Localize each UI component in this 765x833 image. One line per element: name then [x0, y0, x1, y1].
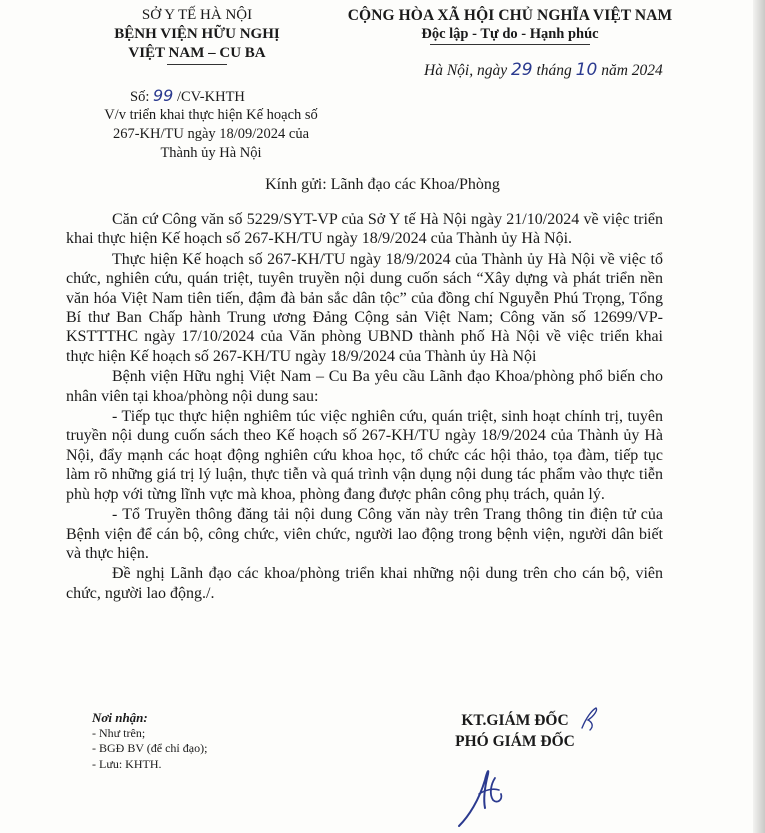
signer-title: PHÓ GIÁM ĐỐC — [455, 733, 575, 750]
motto-underline — [430, 44, 590, 45]
initial-mark-icon — [578, 704, 600, 732]
subject-line1: V/v triển khai thực hiện Kế hoạch số — [104, 107, 318, 123]
body-paragraph-request: Bệnh viện Hữu nghị Việt Nam – Cu Ba yêu cầu Lãnh đạo Khoa/phòng phổ biến cho nhân viên tại khoa/phòng nội dung sau: — [66, 368, 663, 405]
doc-number-value: 99 — [152, 86, 174, 105]
recipient-item: - Như trên; — [92, 725, 146, 740]
doc-number-label: Số: — [130, 89, 150, 105]
body-item-study: - Tiếp tục thực hiện nghiêm túc việc nghiên cứu, quán triệt, sinh hoạt chính trị, tuyên truyền nội dung cuốn sách theo Kế hoạch số 267-KH/TU ngày 18/9/2024 của Thành ủy Hà Nội, đẩy mạnh các hoạt động nghiên cứu khoa học, tổ chức các hội thảo, tọa đàm, tiếp tục làm rõ những giá trị lý luận, thực tiễn và quá trình vận dụng nội dung tác phẩm vào thực tiễn phù hợp với từng lĩnh vực mà khoa, phòng đang được phân công phụ trách, quản lý. — [66, 408, 663, 503]
recipient-item: - Lưu: KHTH. — [92, 756, 162, 771]
doc-number-suffix: /CV-KHTH — [176, 89, 245, 105]
date-month-label: tháng — [536, 62, 572, 79]
agency-name-line2: VIỆT NAM – CU BA — [128, 45, 266, 61]
date-month: 10 — [575, 60, 598, 80]
date-line — [424, 60, 663, 80]
page-shadow-edge — [753, 0, 765, 833]
agency-name-line1: BỆNH VIỆN HỮU NGHỊ — [114, 26, 280, 42]
recipient-line: Kính gửi: Lãnh đạo các Khoa/Phòng — [265, 176, 500, 193]
document-subject — [76, 106, 346, 163]
document-body — [66, 210, 663, 604]
agency-parent: SỞ Y TẾ HÀ NỘI — [141, 7, 253, 23]
date-day: 29 — [510, 60, 533, 80]
subject-line3: Thành ủy Hà Nội — [160, 145, 262, 161]
signature-block — [430, 710, 600, 752]
recipients-list — [92, 710, 207, 772]
handwritten-signature-icon — [455, 760, 525, 830]
subject-line2: 267-KH/TU ngày 18/09/2024 của — [112, 126, 310, 142]
date-prefix: Hà Nội, ngày — [424, 62, 508, 79]
recipient-item: - BGĐ BV (để chỉ đạo); — [92, 741, 208, 755]
signer-authority: KT.GIÁM ĐỐC — [461, 712, 569, 729]
national-header — [330, 6, 690, 45]
national-motto: Độc lập - Tự do - Hạnh phúc — [421, 26, 599, 42]
agency-underline — [167, 64, 227, 65]
body-paragraph-implementation: Thực hiện Kế hoạch số 267-KH/TU ngày 18/9/2024 của Thành ủy Hà Nội về việc tổ chức, nghiên cứu, quán triệt, tuyên truyền nội dung cuốn sách “Xây dựng và phát triển nền văn hóa Việt Nam tiên tiến, đậm đà bản sắc dân tộc” của đồng chí Nguyễn Phú Trọng, Tổng Bí thư Ban Chấp hành Trung ương Đảng Cộng sản Việt Nam; Công văn số 12699/VP-KSTTTHC ngày 17/10/2024 của Văn phòng UBND thành phố Hà Nội về việc triển khai thực hiện Kế hoạch số 267-KH/TU ngày 18/9/2024 của Thành ủy Hà Nội — [66, 250, 663, 365]
body-item-communication: - Tổ Truyền thông đăng tải nội dung Công văn này trên Trang thông tin điện tử của Bệnh viện để cán bộ, công chức, viên chức, người lao động trong bệnh viện, người dân biết và thực hiện. — [66, 506, 663, 562]
issuing-agency-header — [88, 6, 306, 65]
body-paragraph-basis: Căn cứ Công văn số 5229/SYT-VP của Sở Y tế Hà Nội ngày 21/10/2024 về việc triển khai thực hiện Kế hoạch số 267-KH/TU ngày 18/9/2024 của Thành ủy Hà Nội. — [66, 211, 663, 248]
nation-title: CỘNG HÒA XÃ HỘI CHỦ NGHĨA VIỆT NAM — [347, 7, 673, 24]
body-paragraph-closing: Đề nghị Lãnh đạo các khoa/phòng triển khai những nội dung trên cho cán bộ, viên chức, người lao động./. — [66, 565, 663, 602]
document-number — [130, 86, 245, 106]
recipients-title: Nơi nhận: — [92, 710, 148, 725]
date-year: năm 2024 — [601, 62, 663, 79]
